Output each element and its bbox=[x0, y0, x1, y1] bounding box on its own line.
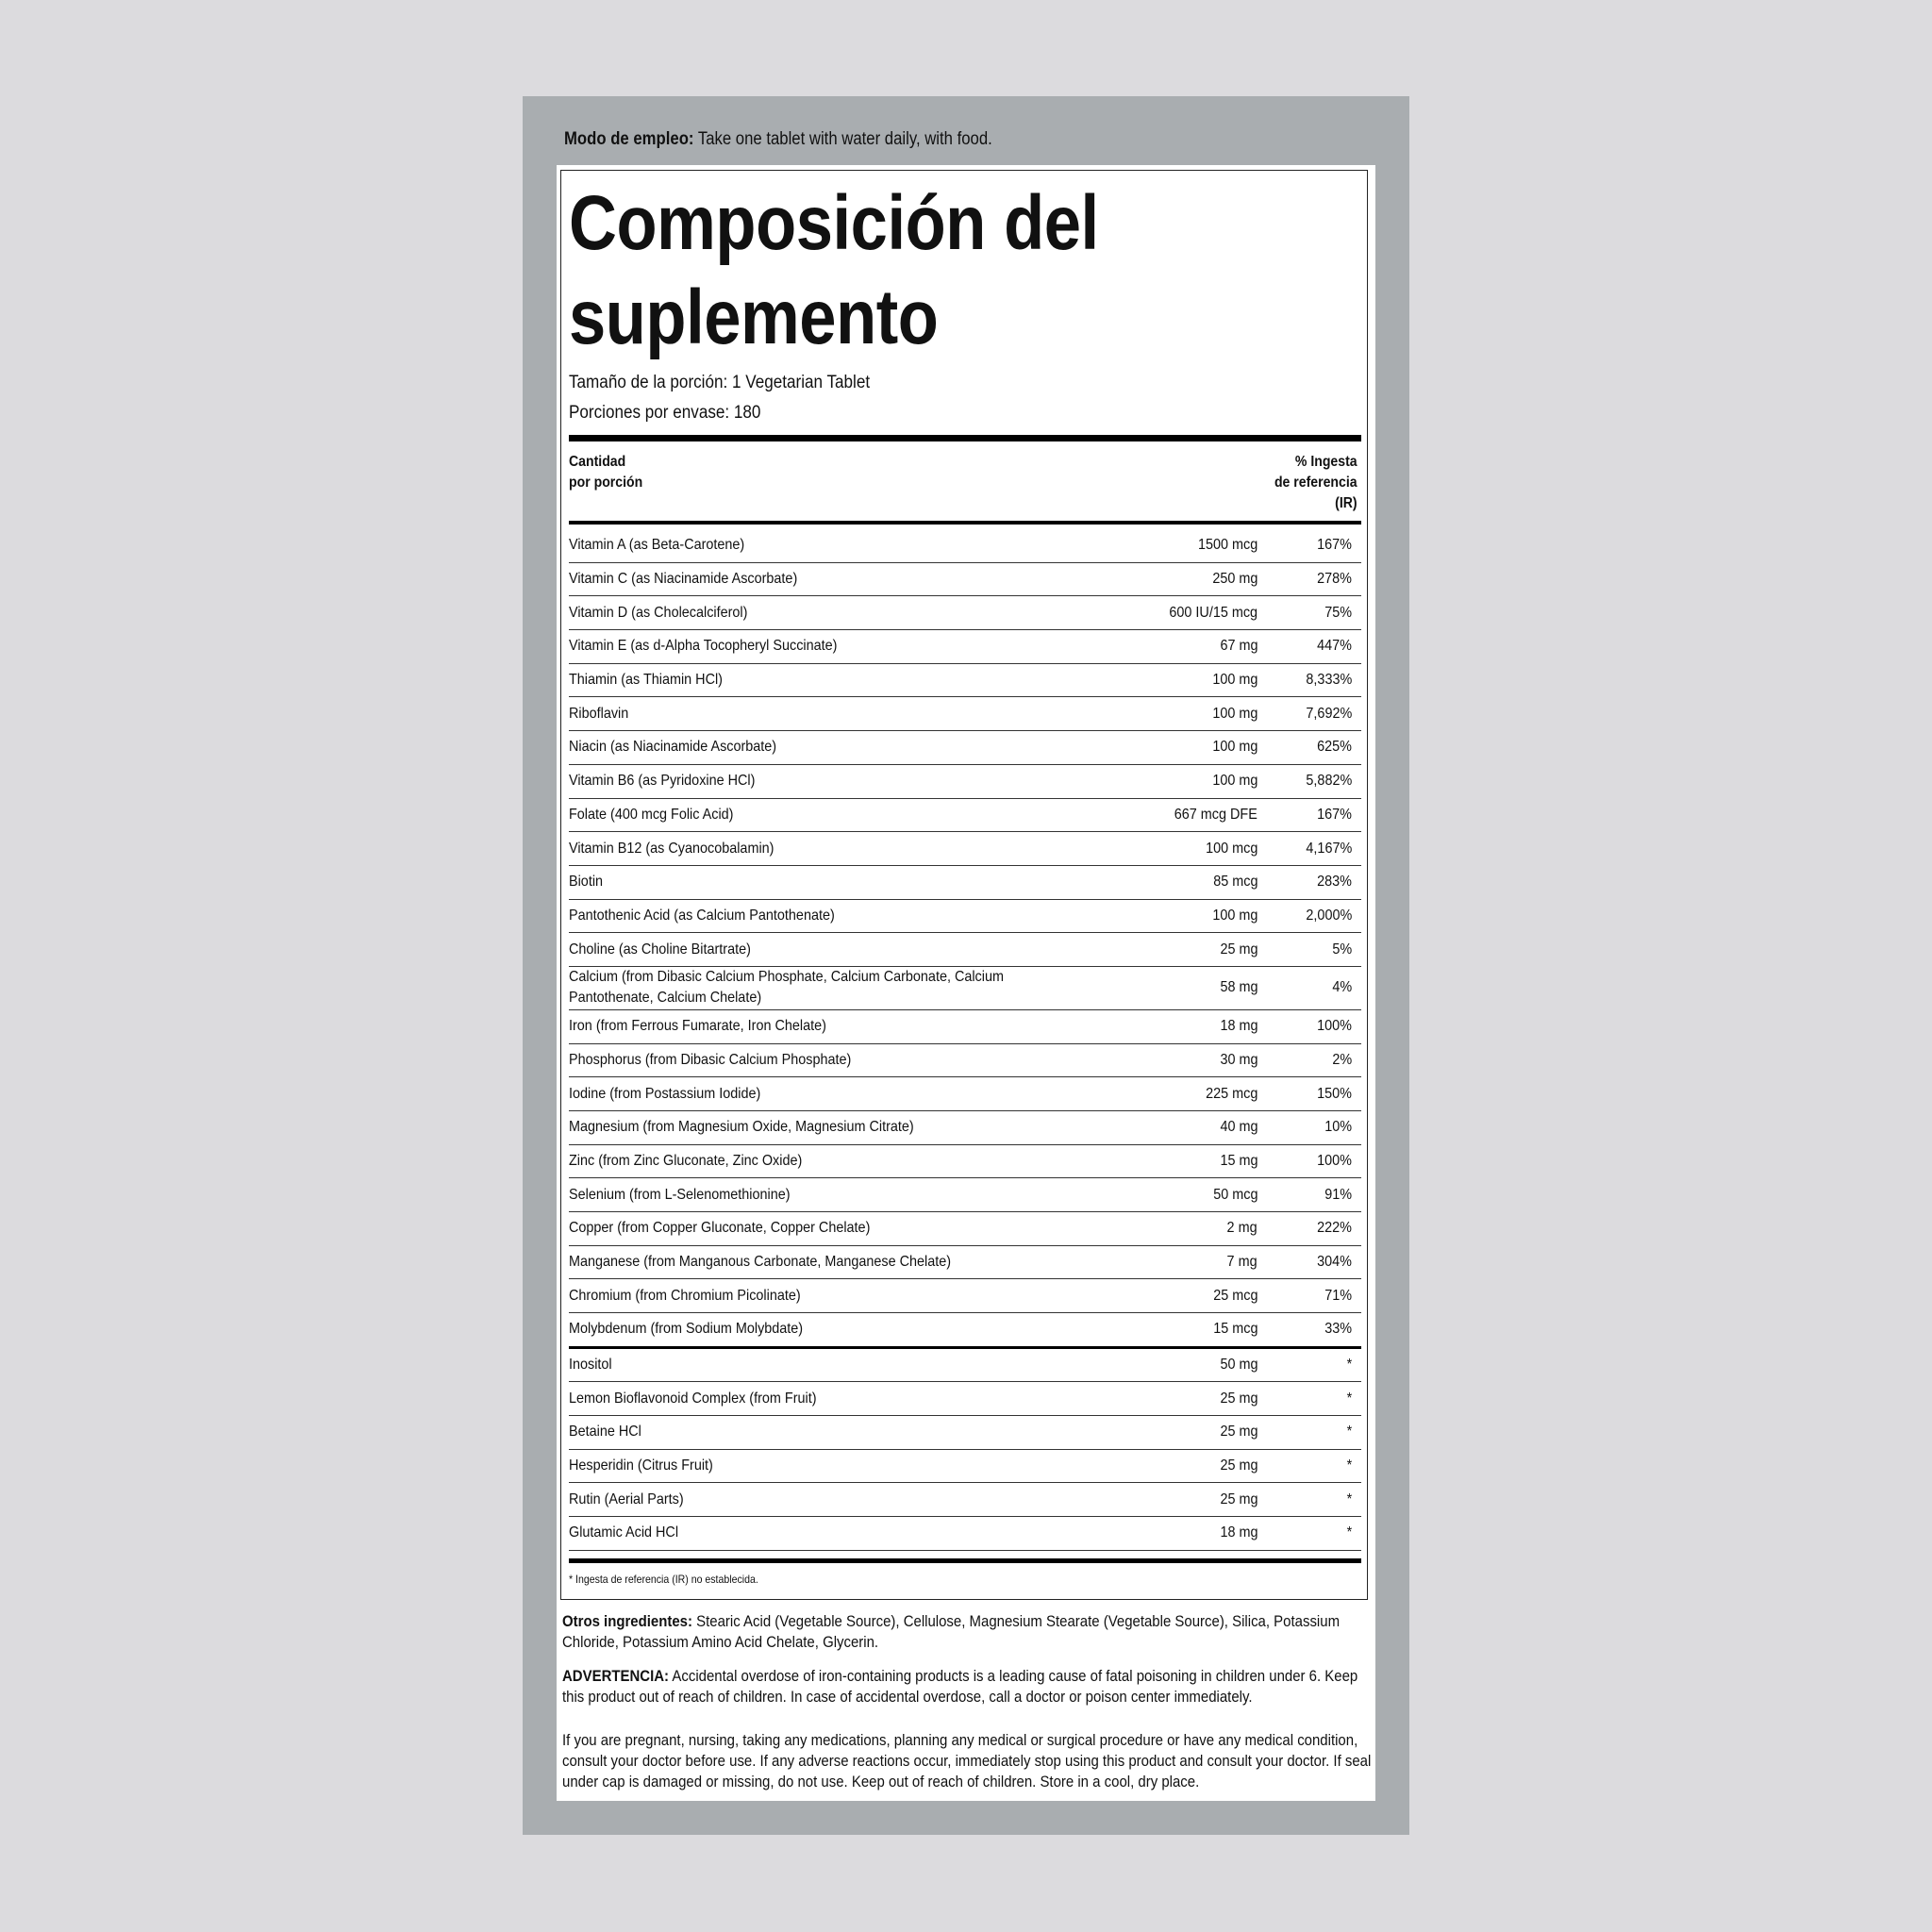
table-row bbox=[569, 1212, 1361, 1246]
nutrient-name: Vitamin E (as d-Alpha Tocopheryl Succinate) bbox=[569, 638, 838, 655]
nutrient-amount: 25 mg bbox=[1219, 1424, 1257, 1441]
nutrient-amount: 30 mg bbox=[1219, 1051, 1257, 1068]
nutrient-reference-intake: 8,333% bbox=[1306, 672, 1352, 689]
nutrient-reference-intake: 2,000% bbox=[1306, 907, 1352, 924]
nutrient-reference-intake: * bbox=[1346, 1491, 1352, 1507]
table-row bbox=[569, 1044, 1361, 1078]
nutrient-name: Phosphorus (from Dibasic Calcium Phosphate) bbox=[569, 1051, 852, 1068]
nutrient-reference-intake: 625% bbox=[1317, 739, 1352, 756]
nutrient-reference-intake: 283% bbox=[1317, 874, 1352, 891]
caution-text: If you are pregnant, nursing, taking any medications, planning any medical or surgical procedure or have any medical condition, consult your doctor before use. If any adverse reactions occur, immediately stop using this product and consult your doctor. If seal under cap is damaged or missing, do not use. Keep out of reach of children. Store in a cool, dry place. bbox=[562, 1731, 1372, 1790]
nutrient-reference-intake: 167% bbox=[1317, 537, 1352, 554]
nutrient-reference-intake: 5,882% bbox=[1306, 773, 1352, 790]
nutrient-reference-intake: 7,692% bbox=[1306, 705, 1352, 722]
nutrient-name: Manganese (from Manganous Carbonate, Manganese Chelate) bbox=[569, 1254, 952, 1271]
nutrient-reference-intake: 167% bbox=[1317, 806, 1352, 823]
nutrient-name: Betaine HCl bbox=[569, 1424, 641, 1441]
table-row bbox=[569, 563, 1361, 597]
directions bbox=[564, 126, 1278, 153]
table-row bbox=[569, 1111, 1361, 1145]
table-row bbox=[569, 1483, 1361, 1517]
nutrient-amount: 600 IU/15 mcg bbox=[1169, 604, 1257, 621]
table-row bbox=[569, 1279, 1361, 1313]
nutrient-name: Riboflavin bbox=[569, 705, 629, 722]
nutrient-amount: 1500 mcg bbox=[1197, 537, 1257, 554]
table-row bbox=[569, 900, 1361, 934]
supplement-facts-box bbox=[560, 170, 1368, 1600]
facts-title: Composición del suplemento bbox=[569, 180, 1099, 360]
table-row bbox=[569, 1517, 1361, 1551]
table-row bbox=[569, 1450, 1361, 1484]
warning bbox=[562, 1666, 1375, 1707]
table-row bbox=[569, 1416, 1361, 1450]
nutrient-name: Choline (as Choline Bitartrate) bbox=[569, 941, 751, 958]
nutrient-name: Zinc (from Zinc Gluconate, Zinc Oxide) bbox=[569, 1153, 803, 1170]
nutrient-amount: 25 mg bbox=[1219, 1457, 1257, 1474]
nutrient-amount: 50 mg bbox=[1219, 1356, 1257, 1373]
nutrient-amount: 100 mcg bbox=[1205, 840, 1257, 857]
reference-intake-header: % Ingesta de referencia (IR) bbox=[1274, 454, 1357, 511]
nutrient-amount: 100 mg bbox=[1211, 672, 1257, 689]
nutrient-amount: 100 mg bbox=[1211, 739, 1257, 756]
nutrient-name: Thiamin (as Thiamin HCl) bbox=[569, 672, 723, 689]
nutrient-amount: 25 mcg bbox=[1212, 1287, 1257, 1304]
nutrient-reference-intake: 4% bbox=[1332, 979, 1352, 996]
nutrient-amount: 18 mg bbox=[1219, 1524, 1257, 1541]
nutrient-reference-intake: * bbox=[1346, 1424, 1352, 1441]
nutrient-name: Vitamin C (as Niacinamide Ascorbate) bbox=[569, 571, 798, 588]
nutrient-name: Hesperidin (Citrus Fruit) bbox=[569, 1457, 713, 1474]
nutrient-name: Niacin (as Niacinamide Ascorbate) bbox=[569, 739, 777, 756]
nutrient-name: Rutin (Aerial Parts) bbox=[569, 1491, 684, 1507]
nutrient-reference-intake: 100% bbox=[1317, 1153, 1352, 1170]
nutrient-reference-intake: * bbox=[1346, 1524, 1352, 1541]
nutrient-name: Chromium (from Chromium Picolinate) bbox=[569, 1287, 801, 1304]
nutrient-name: Inositol bbox=[569, 1356, 612, 1373]
nutrient-name: Vitamin A (as Beta-Carotene) bbox=[569, 537, 745, 554]
thick-rule-header bbox=[569, 521, 1361, 525]
table-row bbox=[569, 1077, 1361, 1111]
servings-per-container: Porciones por envase: 180 bbox=[569, 403, 761, 423]
nutrient-amount: 15 mg bbox=[1219, 1153, 1257, 1170]
nutrient-reference-intake: 222% bbox=[1317, 1220, 1352, 1237]
table-row bbox=[569, 697, 1361, 731]
nutrient-name: Folate (400 mcg Folic Acid) bbox=[569, 806, 734, 823]
nutrient-name: Iodine (from Postassium Iodide) bbox=[569, 1085, 761, 1102]
amount-per-serving-header: Cantidad por porción bbox=[569, 454, 643, 491]
nutrient-amount: 225 mcg bbox=[1205, 1085, 1257, 1102]
nutrient-amount: 25 mg bbox=[1219, 1390, 1257, 1407]
table-row bbox=[569, 1349, 1361, 1383]
warning-label: ADVERTENCIA: bbox=[562, 1667, 670, 1685]
nutrient-amount: 100 mg bbox=[1211, 773, 1257, 790]
nutrient-amount: 25 mg bbox=[1219, 941, 1257, 958]
nutrient-amount: 50 mcg bbox=[1212, 1186, 1257, 1203]
nutrient-reference-intake: 100% bbox=[1317, 1018, 1352, 1035]
nutrient-amount: 7 mg bbox=[1226, 1254, 1257, 1271]
nutrient-name: Pantothenic Acid (as Calcium Pantothenate) bbox=[569, 907, 835, 924]
nutrient-amount: 100 mg bbox=[1211, 907, 1257, 924]
nutrient-reference-intake: * bbox=[1346, 1457, 1352, 1474]
table-row bbox=[569, 933, 1361, 967]
nutrient-amount: 667 mcg DFE bbox=[1174, 806, 1257, 823]
table-row bbox=[569, 529, 1361, 563]
nutrient-reference-intake: * bbox=[1346, 1390, 1352, 1407]
footnote: * Ingesta de referencia (IR) no establecida. bbox=[569, 1573, 758, 1586]
other-ingredients bbox=[562, 1611, 1375, 1653]
other-ingredients-text: Stearic Acid (Vegetable Source), Cellulose, Magnesium Stearate (Vegetable Source), Silica, Potassium Chloride, Potassium Amino Acid Chelate, Glycerin. bbox=[562, 1612, 1341, 1651]
nutrient-reference-intake: 71% bbox=[1324, 1287, 1352, 1304]
nutrient-name: Molybdenum (from Sodium Molybdate) bbox=[569, 1321, 804, 1338]
nutrient-name: Magnesium (from Magnesium Oxide, Magnesium Citrate) bbox=[569, 1119, 914, 1136]
serving-size: Tamaño de la porción: 1 Vegetarian Tablet bbox=[569, 373, 871, 392]
nutrient-reference-intake: 33% bbox=[1324, 1321, 1352, 1338]
table-row bbox=[569, 866, 1361, 900]
nutrient-amount: 2 mg bbox=[1226, 1220, 1257, 1237]
nutrient-name: Copper (from Copper Gluconate, Copper Chelate) bbox=[569, 1220, 871, 1237]
nutrient-reference-intake: * bbox=[1346, 1356, 1352, 1373]
nutrient-amount: 15 mcg bbox=[1212, 1321, 1257, 1338]
nutrient-reference-intake: 10% bbox=[1324, 1119, 1352, 1136]
nutrient-reference-intake: 150% bbox=[1317, 1085, 1352, 1102]
table-row bbox=[569, 1382, 1361, 1416]
nutrient-name: Calcium (from Dibasic Calcium Phosphate, Calcium Carbonate, Calcium Pantothenate, Calcium Chelate) bbox=[569, 969, 1004, 1007]
nutrient-amount: 67 mg bbox=[1219, 638, 1257, 655]
nutrient-amount: 58 mg bbox=[1219, 979, 1257, 996]
nutrient-name: Lemon Bioflavonoid Complex (from Fruit) bbox=[569, 1390, 817, 1407]
table-row bbox=[569, 967, 1361, 1010]
table-row bbox=[569, 1145, 1361, 1179]
table-row bbox=[569, 765, 1361, 799]
nutrient-amount: 40 mg bbox=[1219, 1119, 1257, 1136]
nutrient-name: Vitamin B6 (as Pyridoxine HCl) bbox=[569, 773, 756, 790]
nutrient-amount: 250 mg bbox=[1211, 571, 1257, 588]
nutrient-name: Vitamin B12 (as Cyanocobalamin) bbox=[569, 840, 774, 857]
warning-text: Accidental overdose of iron-containing products is a leading cause of fatal poisoning in children under 6. Keep this product out of reach of children. In case of accidental overdose, call a doctor or poison center immediately. bbox=[562, 1667, 1358, 1706]
directions-label: Modo de empleo: bbox=[564, 129, 694, 149]
table-row bbox=[569, 731, 1361, 765]
nutrient-reference-intake: 447% bbox=[1317, 638, 1352, 655]
directions-text: Take one tablet with water daily, with food. bbox=[697, 129, 992, 149]
table-row bbox=[569, 630, 1361, 664]
table-row bbox=[569, 1178, 1361, 1212]
table-row bbox=[569, 596, 1361, 630]
nutrient-name: Selenium (from L-Selenomethionine) bbox=[569, 1186, 791, 1203]
nutrient-reference-intake: 2% bbox=[1332, 1051, 1352, 1068]
nutrient-amount: 25 mg bbox=[1219, 1491, 1257, 1507]
nutrient-reference-intake: 75% bbox=[1324, 604, 1352, 621]
table-row bbox=[569, 1246, 1361, 1280]
table-row bbox=[569, 1010, 1361, 1044]
nutrient-amount: 85 mcg bbox=[1212, 874, 1257, 891]
nutrient-reference-intake: 278% bbox=[1317, 571, 1352, 588]
nutrient-name: Iron (from Ferrous Fumarate, Iron Chelate) bbox=[569, 1018, 826, 1035]
nutrient-name: Vitamin D (as Cholecalciferol) bbox=[569, 604, 748, 621]
thick-rule-top bbox=[569, 435, 1361, 441]
nutrient-reference-intake: 304% bbox=[1317, 1254, 1352, 1271]
nutrient-reference-intake: 5% bbox=[1332, 941, 1352, 958]
nutrient-name: Biotin bbox=[569, 874, 604, 891]
table-row bbox=[569, 664, 1361, 698]
table-row bbox=[569, 1313, 1361, 1349]
table-row bbox=[569, 832, 1361, 866]
other-ingredients-label: Otros ingredientes: bbox=[562, 1612, 692, 1630]
nutrient-reference-intake: 4,167% bbox=[1306, 840, 1352, 857]
table-row bbox=[569, 799, 1361, 833]
nutrient-table bbox=[569, 529, 1361, 1551]
caution bbox=[562, 1730, 1375, 1792]
nutrient-amount: 100 mg bbox=[1211, 705, 1257, 722]
nutrient-amount: 18 mg bbox=[1219, 1018, 1257, 1035]
nutrient-name: Glutamic Acid HCl bbox=[569, 1524, 679, 1541]
thick-rule-bottom bbox=[569, 1558, 1361, 1563]
nutrient-reference-intake: 91% bbox=[1324, 1186, 1352, 1203]
